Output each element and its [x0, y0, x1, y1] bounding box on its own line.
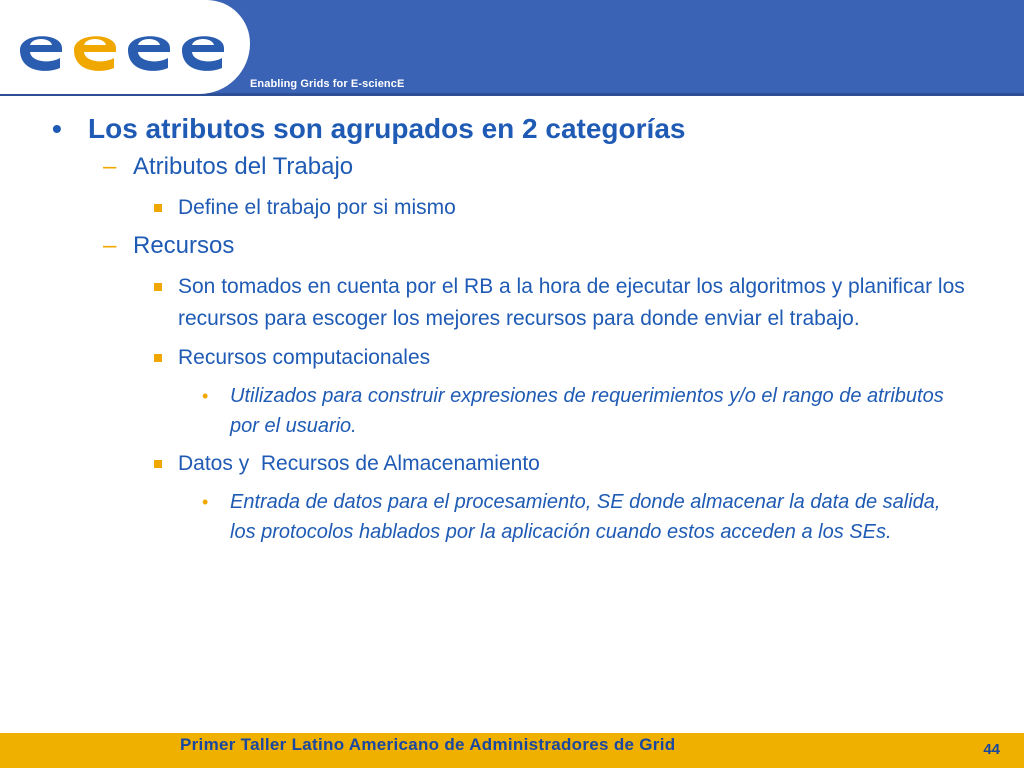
category-item: [103, 231, 984, 261]
square-bullet-icon: [154, 283, 162, 291]
page-number: 44: [983, 741, 1000, 758]
egee-logo: [14, 18, 239, 78]
sub-item: [178, 271, 972, 335]
main-heading: Los atributos son agrupados en 2 categorías: [88, 113, 686, 144]
category-item: [103, 152, 984, 182]
bullet-dot-icon: •: [202, 386, 209, 406]
sub-item-text: Recursos computacionales: [178, 346, 431, 369]
bullet-dot-icon: •: [52, 113, 62, 144]
main-bullet: [52, 112, 984, 146]
category-label: Atributos del Trabajo: [133, 153, 354, 180]
detail-item: [202, 381, 969, 441]
tagline: Enabling Grids for E-sciencE: [250, 78, 405, 90]
footer-bar: [0, 733, 1024, 768]
sub-item: [178, 448, 972, 480]
category-label: Recursos: [133, 232, 235, 259]
dash-bullet-icon: –: [103, 232, 117, 259]
sub-item-text: Datos y Recursos de Almacenamiento: [178, 452, 540, 475]
bullet-dot-icon: •: [202, 492, 209, 512]
sub-item-text: Son tomados en cuenta por el RB a la hora de ejecutar los algoritmos y planificar los recursos para escoger los mejores recursos para donde enviar el trabajo.: [178, 275, 965, 330]
logo-container: [0, 0, 250, 94]
square-bullet-icon: [154, 354, 162, 362]
slide-content: [0, 112, 1024, 554]
detail-item: [202, 487, 969, 547]
sub-item: [178, 342, 972, 374]
footer-title: Primer Taller Latino Americano de Administradores de Grid: [180, 735, 676, 754]
sub-item-text: Define el trabajo por si mismo: [178, 196, 456, 219]
square-bullet-icon: [154, 460, 162, 468]
dash-bullet-icon: –: [103, 153, 117, 180]
detail-text: Entrada de datos para el procesamiento, SE donde almacenar la data de salida, los protocolos hablados por la aplicación cuando estos acceden a los SEs.: [230, 491, 941, 543]
detail-text: Utilizados para construir expresiones de requerimientos y/o el rango de atributos por el usuario.: [230, 385, 944, 437]
square-bullet-icon: [154, 204, 162, 212]
sub-item: [178, 192, 972, 224]
